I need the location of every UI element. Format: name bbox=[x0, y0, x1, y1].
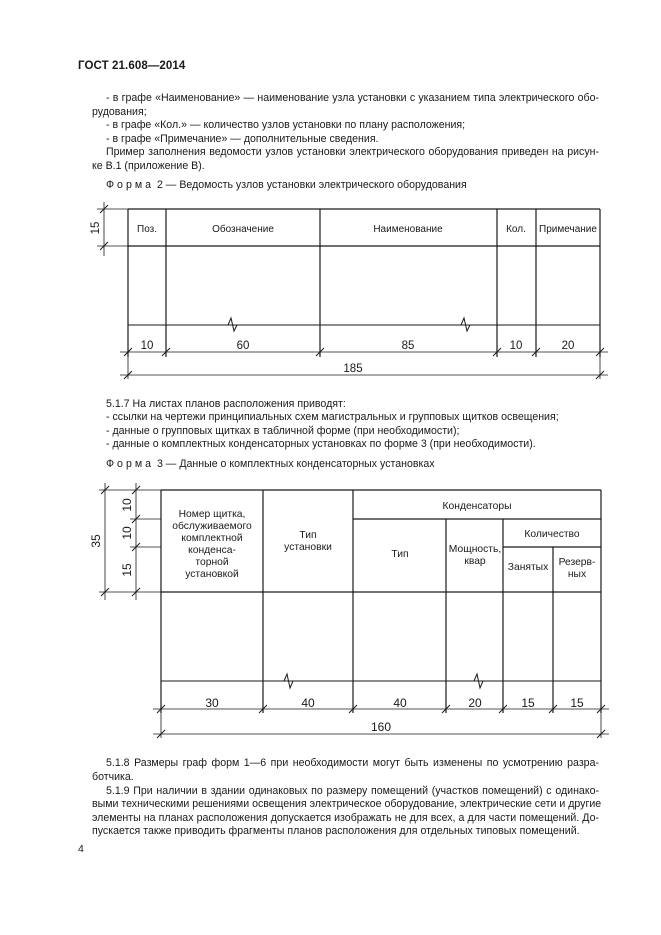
page-number: 4 bbox=[78, 843, 84, 855]
form3-qty-header: Количество bbox=[524, 529, 580, 540]
form3-power-line: квар bbox=[464, 556, 486, 567]
section-517-line: 5.1.7 На листах планов расположения приводят: bbox=[106, 398, 346, 410]
form2-header-designation: Обозначение bbox=[212, 224, 274, 235]
form2-header-pos: Поз. bbox=[137, 224, 157, 235]
form3-width-label: 30 bbox=[205, 696, 219, 710]
form3-total-label: 160 bbox=[370, 720, 392, 734]
form3-occupied-header: Занятых bbox=[507, 562, 549, 573]
form3-height-label: 10 bbox=[120, 526, 134, 540]
form3-col2-line: установки bbox=[284, 542, 332, 553]
form2-width-label: 10 bbox=[509, 340, 523, 352]
section-519-line: пускается также приводить фрагменты планов расположения для отдельных типовых помещений. bbox=[92, 825, 580, 837]
document-header: ГОСТ 21.608—2014 bbox=[78, 60, 186, 72]
intro-line: рудования; bbox=[92, 106, 147, 118]
form2-height-label: 15 bbox=[90, 221, 102, 235]
form3-width-label: 20 bbox=[468, 696, 482, 710]
form3-reserve-line: ных bbox=[567, 569, 587, 580]
form2-header-qty: Кол. bbox=[506, 224, 526, 235]
form3-title-rest: 3 — Данные о комплектных конденсаторных установках bbox=[156, 458, 435, 470]
form3-width-label: 15 bbox=[521, 696, 535, 710]
intro-line: - в графе «Кол.» — количество узлов установки по плану расположения; bbox=[106, 119, 466, 131]
section-519-line: 5.1.9 При наличии в здании одинаковых по размеру помещений (участков помещений) с одинако- bbox=[106, 785, 599, 797]
form3-type-header: Тип bbox=[391, 549, 409, 560]
form3-col1-line: комплектной bbox=[181, 533, 243, 544]
form3-width-label: 40 bbox=[393, 696, 407, 710]
form3-col1-line: обслуживаемого bbox=[172, 521, 252, 532]
form3-width-label: 40 bbox=[301, 696, 315, 710]
form2-width-label: 10 bbox=[140, 340, 154, 352]
intro-line: - в графе «Примечание» — дополнительные сведения. bbox=[106, 133, 379, 145]
intro-line: ке В.1 (приложение В). bbox=[92, 160, 205, 172]
section-518-line: ботчика. bbox=[92, 771, 134, 783]
form3-col1-line: Номер щитка, bbox=[178, 509, 246, 520]
form2-title-word: Форма bbox=[106, 179, 155, 191]
form3-width-label: 15 bbox=[570, 696, 584, 710]
form2-header-name: Наименование bbox=[373, 224, 443, 235]
form3-height-label: 15 bbox=[120, 563, 134, 577]
form3-title-word: Форма bbox=[106, 458, 155, 470]
form3-power-line: Мощность, bbox=[448, 544, 502, 555]
form3-break-mark bbox=[263, 674, 353, 688]
section-518-line: 5.1.8 Размеры граф форм 1—6 при необходимости могут быть изменены по усмотрению разра- bbox=[106, 757, 599, 769]
form2-width-label: 60 bbox=[236, 340, 250, 352]
form3-col1-line: установкой bbox=[185, 569, 239, 580]
section-517-line: - данные о комплектных конденсаторных установках по форме 3 (при необходимости). bbox=[106, 438, 536, 450]
form3-height-label: 10 bbox=[120, 498, 134, 512]
form3-col1-line: торной bbox=[195, 557, 229, 568]
form3-height-total-label: 35 bbox=[89, 534, 103, 548]
form2-width-label: 85 bbox=[401, 340, 415, 352]
form3-break-mark bbox=[446, 674, 503, 688]
form3-col2-line: Тип bbox=[299, 530, 317, 541]
form3-group-header: Конденсаторы bbox=[442, 501, 512, 512]
form3-col1-line: конденса- bbox=[188, 545, 236, 556]
form3-reserve-line: Резерв- bbox=[558, 557, 596, 568]
section-517-line: - ссылки на чертежи принципиальных схем магистральных и групповых щитков освещения; bbox=[106, 411, 559, 423]
form2-header-note: Примечание bbox=[539, 224, 597, 235]
form2-title-rest: 2 — Ведомость узлов установки электрического оборудования bbox=[156, 179, 467, 191]
section-517-line: - данные о групповых щитках в табличной форме (при необходимости); bbox=[106, 425, 460, 437]
section-519-line: выми техническими решениями освещения электрическое оборудование, электрические сети и другие bbox=[92, 798, 602, 810]
form2-width-label: 20 bbox=[561, 340, 575, 352]
intro-line: - в графе «Наименование» — наименование узла установки с указанием типа электрического обо- bbox=[106, 92, 599, 104]
form2-total-label: 185 bbox=[343, 363, 363, 375]
section-519-line: элементы на планах расположения допускается изображать не для всех, а для части помещений. До- bbox=[92, 812, 599, 824]
intro-line: Пример заполнения ведомости узлов установки электрического оборудования приведен на рисун- bbox=[106, 146, 599, 158]
